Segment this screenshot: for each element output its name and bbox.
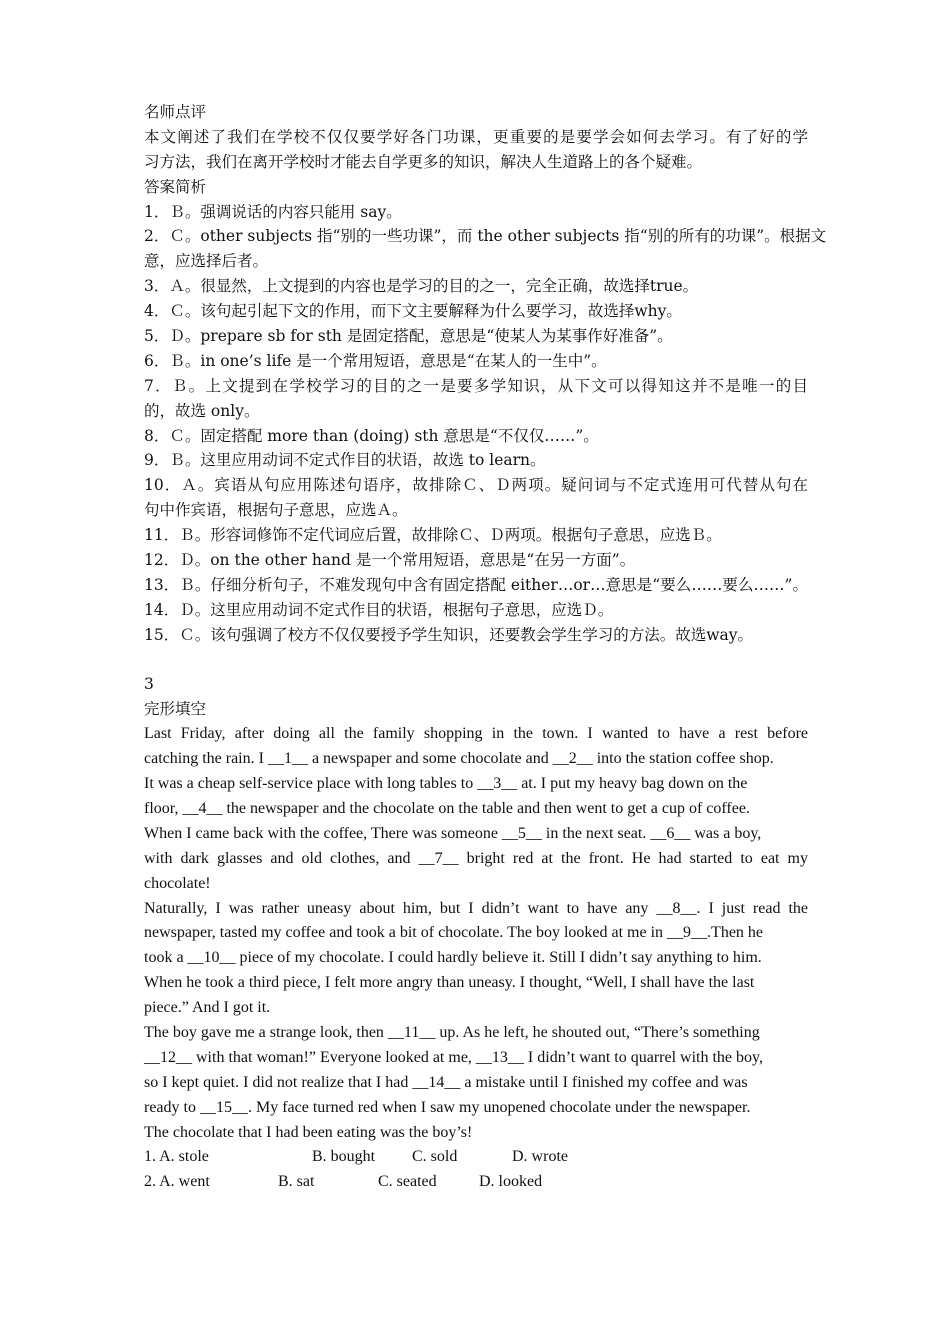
passage-line: Last Friday, after doing all the family shopping in the town. I wanted to have a rest before — [144, 725, 808, 743]
passage-line: newspaper, tasted my coffee and took a bit of chocolate. The boy looked at me in __9__.Then he — [144, 924, 764, 942]
review-body-line: 本文阐述了我们在学校不仅仅要学好各门功课，更重要的是要学会如何去学习。有了好的学 — [144, 127, 808, 146]
passage-line: so I kept quiet. I did not realize that I had __14__ a mistake until I finished my coffee and was — [144, 1073, 748, 1091]
answer-line: 3．Ａ。很显然，上文提到的内容也是学习的目的之一，完全正确，故选择true。 — [144, 277, 699, 296]
passage-line: catching the rain. I __1__ a newspaper and some chocolate and __2__ into the station coffee shop. — [144, 750, 774, 768]
answer-line: 5．Ｄ。prepare sb for sth 是固定搭配，意思是“使某人为某事作好准备”。 — [144, 327, 673, 346]
passage-line: __12__ with that woman!” Everyone looked at me, __13__ I didn’t want to quarrel with the boy, — [144, 1048, 763, 1066]
passage-line: It was a cheap self-service place with long tables to __3__ at. I put my heavy bag down on the — [144, 775, 748, 793]
section-number: 3 — [144, 675, 154, 694]
question-row — [144, 1170, 808, 1195]
question-option: 2. A. went — [144, 1173, 210, 1191]
answer-line: 10．Ａ。宾语从句应用陈述句语序，故排除Ｃ、Ｄ两项。疑问词与不定式连用可代替从句在 — [144, 476, 808, 495]
passage-line: chocolate! — [144, 874, 211, 892]
passage — [144, 722, 808, 1195]
review-body-line: 习方法，我们在离开学校时才能去自学更多的知识，解决人生道路上的各个疑难。 — [144, 152, 703, 171]
question-option: D. looked — [479, 1173, 543, 1191]
section-title: 完形填空 — [144, 700, 207, 719]
answer-line: 12．Ｄ。on the other hand 是一个常用短语，意思是“在另一方面”。 — [144, 551, 636, 570]
passage-line: When he took a third piece, I felt more angry than uneasy. I thought, “Well, I shall have the last — [144, 974, 755, 992]
answer-line: 7．Ｂ。上文提到在学校学习的目的之一是要多学知识，从下文可以得知这并不是唯一的目 — [144, 376, 808, 395]
answer-line: 15．Ｃ。该句强调了校方不仅仅要授予学生知识，还要教会学生学习的方法。故选way。 — [144, 625, 753, 644]
review-heading: 名师点评 — [144, 103, 207, 121]
answer-line: 句中作宾语，根据句子意思，应选Ａ。 — [144, 501, 408, 520]
answers-heading: 答案简析 — [144, 177, 207, 196]
question-row — [144, 1145, 808, 1170]
answer-line: 1．Ｂ。强调说话的内容只能用 say。 — [144, 202, 402, 221]
passage-line: The boy gave me a strange look, then __11__ up. As he left, he shouted out, “There’s something — [144, 1023, 760, 1041]
passage-line: When I came back with the coffee, There was someone __5__ in the next seat. __6__ was a boy, — [144, 824, 762, 842]
answer-line: 14．Ｄ。这里应用动词不定式作目的状语，根据句子意思，应选Ｄ。 — [144, 600, 614, 619]
answer-line: 13．Ｂ。仔细分析句子，不难发现句中含有固定搭配 either…or…意思是“要么……要么……”。 — [144, 575, 808, 594]
passage-line: took a __10__ piece of my chocolate. I could hardly believe it. Still I didn’t say anything to him. — [144, 949, 762, 967]
question-option: B. sat — [278, 1173, 315, 1191]
answer-line: 8．Ｃ。固定搭配 more than (doing) sth 意思是“不仅仅……”。 — [144, 426, 599, 445]
answer-line: 2．Ｃ。other subjects 指“别的一些功课”，而 the other subjects 指“别的所有的功课”。根据文 — [144, 227, 827, 246]
answer-line: 的，故选 only。 — [144, 401, 260, 420]
question-option: B. bought — [312, 1148, 376, 1166]
answer-line: 6．Ｂ。in one’s life 是一个常用短语，意思是“在某人的一生中”。 — [144, 351, 607, 370]
document-page — [144, 100, 827, 1195]
answer-line: 11．Ｂ。形容词修饰不定代词应后置，故排除Ｃ、Ｄ两项。根据句子意思，应选Ｂ。 — [144, 526, 722, 545]
passage-line: piece.” And I got it. — [144, 999, 271, 1017]
passage-line: The chocolate that I had been eating was the boy’s! — [144, 1123, 473, 1141]
spacer — [144, 648, 808, 673]
answer-line: 4．Ｃ。该句起引起下文的作用，而下文主要解释为什么要学习，故选择why。 — [144, 302, 682, 321]
question-option: 1. A. stole — [144, 1148, 209, 1166]
question-option: C. sold — [412, 1148, 458, 1166]
passage-line: with dark glasses and old clothes, and __7__ bright red at the front. He had started to eat my — [144, 849, 808, 867]
question-option: D. wrote — [512, 1148, 568, 1166]
question-option: C. seated — [378, 1173, 437, 1191]
passage-line: floor, __4__ the newspaper and the chocolate on the table and then went to get a cup of coffee. — [144, 799, 750, 817]
passage-line: Naturally, I was rather uneasy about him, but I didn’t want to have any __8__. I just read the — [144, 899, 808, 917]
passage-line: ready to __15__. My face turned red when I saw my unopened chocolate under the newspaper. — [144, 1098, 751, 1116]
answer-line: 9．Ｂ。这里应用动词不定式作目的状语，故选 to learn。 — [144, 451, 546, 470]
answer-line: 意，应选择后者。 — [144, 252, 269, 271]
